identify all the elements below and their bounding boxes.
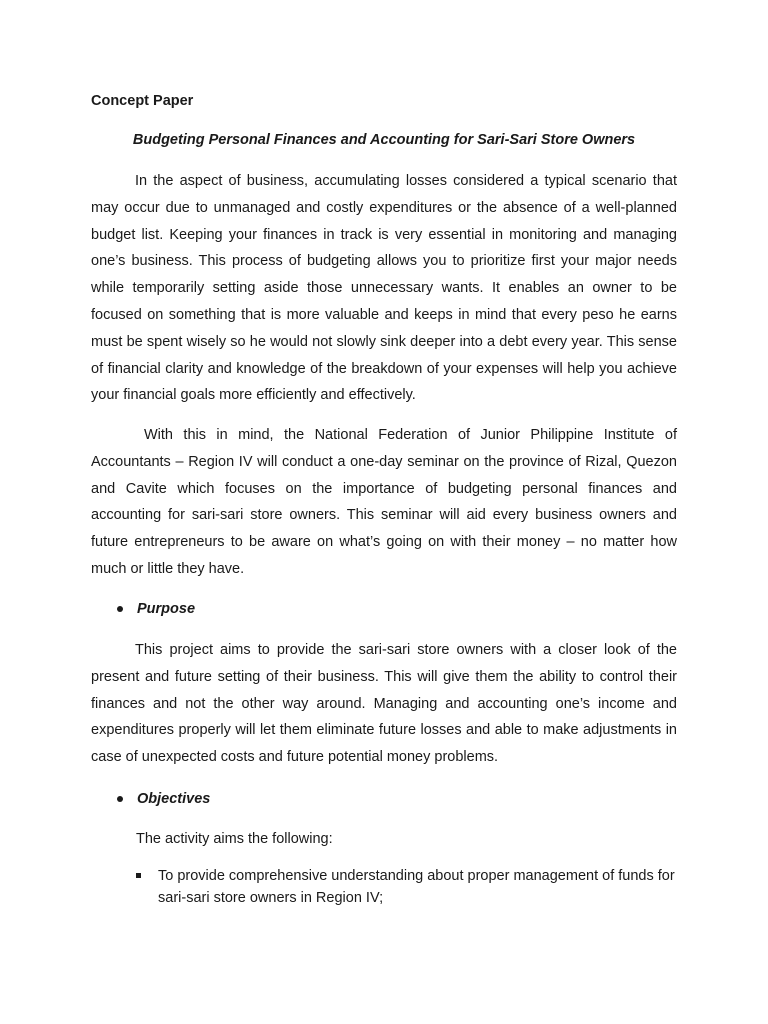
purpose-heading: [117, 601, 195, 617]
objective-text: To provide comprehensive understanding about proper management of funds for sari-sari store owners in Region IV;: [158, 868, 675, 906]
document-title: Budgeting Personal Finances and Accounting for Sari-Sari Store Owners: [132, 132, 636, 148]
document-label: Concept Paper: [91, 93, 194, 109]
objectives-heading-text: Objectives: [137, 791, 211, 807]
objectives-heading: [117, 791, 210, 807]
purpose-paragraph: This project aims to provide the sari-sari store owners with a closer look of the present and future setting of their business. This will give them the ability to control their finances and not the other way around. Managing and accounting one’s income and expenditures properly will let them eliminate future losses and able to make adjustments in case of unexpected costs and future potential money problems.: [91, 642, 677, 766]
purpose-heading-text: Purpose: [137, 601, 196, 617]
bullet-dot-icon: [117, 606, 123, 612]
square-bullet-icon: [136, 873, 141, 878]
objective-list-item: [136, 865, 681, 909]
objectives-intro: The activity aims the following:: [136, 831, 333, 847]
bullet-dot-icon: [117, 796, 123, 802]
intro-paragraph-1: In the aspect of business, accumulating losses considered a typical scenario that may occur due to unmanaged and costly expenditures or the absence of a well-planned budget list. Keeping your finances in track is very essential in monitoring and managing one’s business. This process of budgeting allows you to prioritize first your major needs while temporarily setting aside those unnecessary wants. It enables an owner to be focused on something that is more valuable and keeps in mind that every peso he earns must be spent wisely so he would not slowly sink deeper into a debt every year. This sense of financial clarity and knowledge of the breakdown of your expenses will help you achieve your financial goals more efficiently and effectively.: [91, 173, 677, 404]
intro-paragraph-2: With this in mind, the National Federation of Junior Philippine Institute of Accountants – Region IV will conduct a one-day seminar on the province of Rizal, Quezon and Cavite which focuses on the importance of budgeting personal finances and accounting for sari-sari store owners. This seminar will aid every business owners and future entrepreneurs to be aware on what’s going on with their money – no matter how much or little they have.: [91, 427, 677, 577]
